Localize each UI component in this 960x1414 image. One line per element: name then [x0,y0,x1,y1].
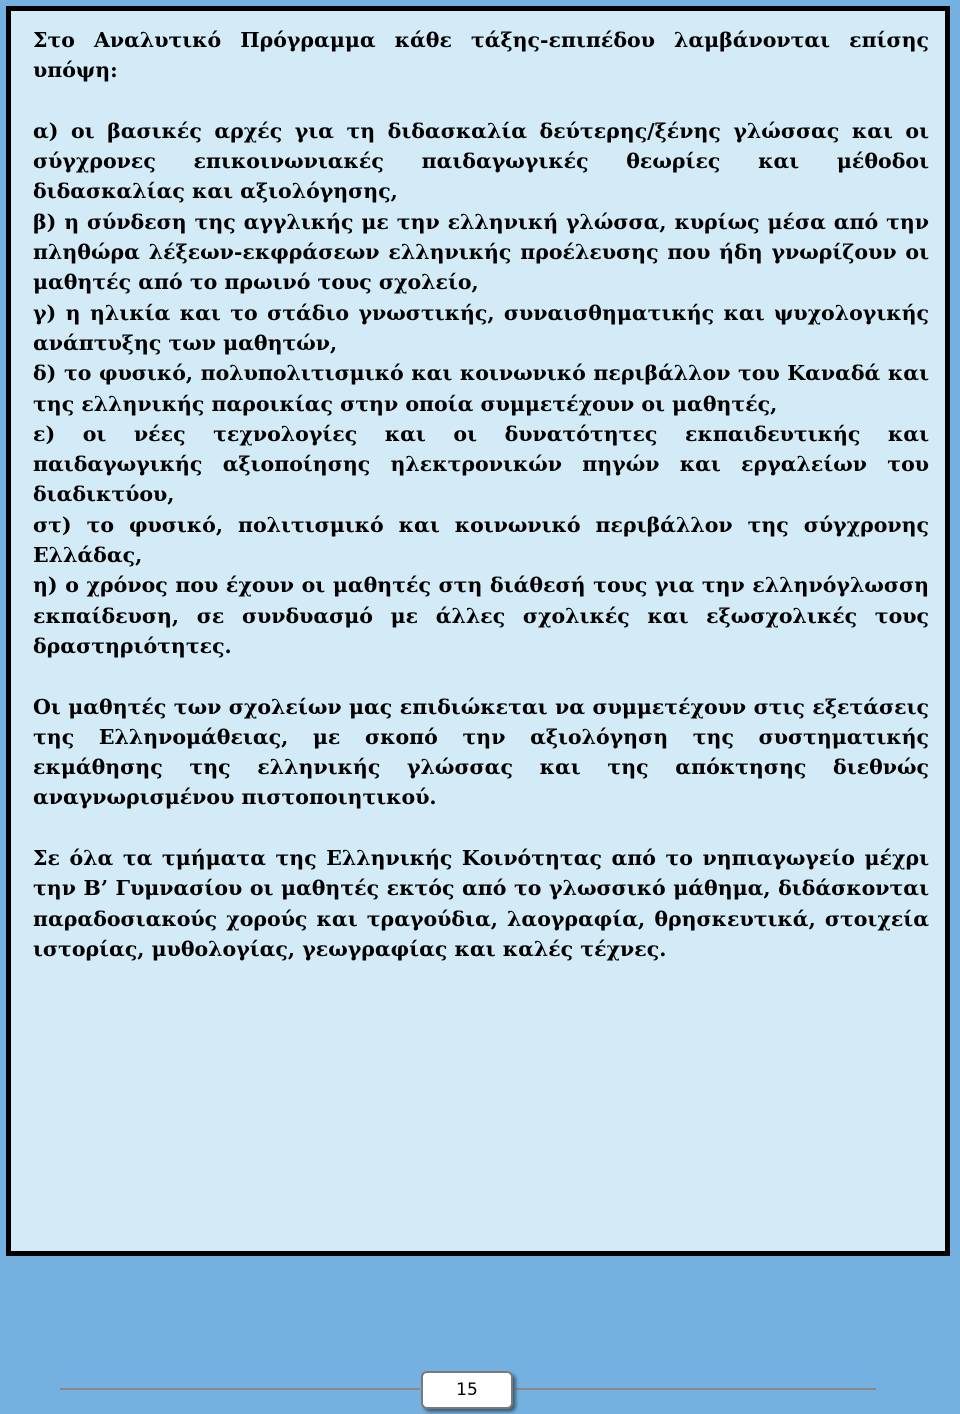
paragraph-curriculum: Σε όλα τα τμήματα της Ελληνικής Κοινότητας από το νηπιαγωγείο μέχρι την Β’ Γυμνασίου οι μαθητές εκτός από το γλωσσικό μάθημα, διδάσκονται παραδοσιακούς χορούς και τραγούδια, λαογραφία, θρησκευτικά, στοιχεία ιστορίας, μυθολογίας, γεωγραφίας και καλές τέχνες. [33,846,929,961]
list-item-a: α) οι βασικές αρχές για τη διδασκαλία δεύτερης/ξένης γλώσσας και οι σύγχρονες επικοινωνιακές παιδαγωγικές θεωρίες και μέθοδοι διδασκαλίας και αξιολόγησης, [33,118,929,204]
document-body [33,25,929,964]
spacer [33,813,929,843]
page-number: 15 [456,1380,478,1400]
list-item-e: ε) οι νέες τεχνολογίες και οι δυνατότητες εκπαιδευτικής και παιδαγωγικής αξιοποίησης ηλεκτρονικών πηγών και εργαλείων του διαδικτύου, [33,421,929,507]
list-item-h: η) ο χρόνος που έχουν οι μαθητές στη διάθεσή τους για την ελληνόγλωσση εκπαίδευση, σε συνδυασμό με άλλες σχολικές και εξωσχολικές τους δραστηριότητες. [33,573,929,658]
spacer [33,661,929,691]
list-item-c: γ) η ηλικία και το στάδιο γνωστικής, συναισθηματικής και ψυχολογικής ανάπτυξης των μαθητών, [33,300,929,355]
page-number-box [421,1371,513,1409]
content-frame [6,6,950,1256]
paragraph-exams: Οι μαθητές των σχολείων μας επιδιώκεται να συμμετέχουν στις εξετάσεις της Ελληνομάθειας, με σκοπό την αξιολόγηση της συστηματικής εκμάθησης της ελληνικής γλώσσας και της απόκτησης διεθνώς αναγνωρισμένου πιστοποιητικού. [33,694,929,810]
list-item-st: στ) το φυσικό, πολιτισμικό και κοινωνικό περιβάλλον της σύγχρονης Ελλάδας, [33,512,929,568]
intro-heading: Στο Αναλυτικό Πρόγραμμα κάθε τάξης-επιπέδου λαμβάνονται επίσης υπόψη: [33,28,929,83]
footer-rule-right [516,1388,876,1390]
list-item-b: β) η σύνδεση της αγγλικής με την ελληνική γλώσσα, κυρίως μέσα από την πληθώρα λέξεων-εκφράσεων ελληνικής προέλευσης που ήδη γνωρίζουν οι μαθητές από το πρωινό τους σχολείο, [33,209,929,295]
spacer [33,86,929,116]
footer-rule-left [60,1388,420,1390]
list-item-d: δ) το φυσικό, πολυπολιτισμικό και κοινωνικό περιβάλλον του Καναδά και της ελληνικής παροικίας στην οποία συμμετέχουν οι μαθητές, [33,361,929,416]
